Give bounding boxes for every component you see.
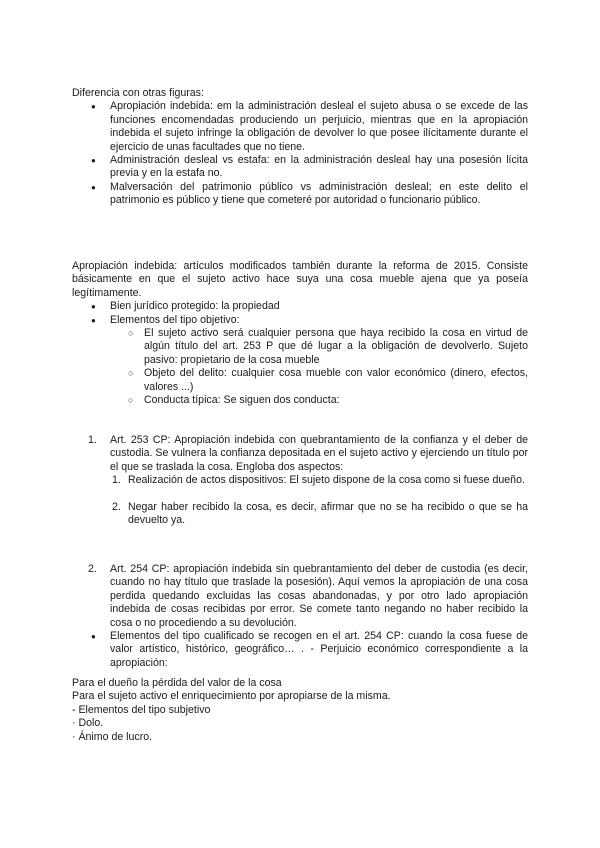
numbered-item bbox=[72, 434, 528, 474]
closing-lines bbox=[72, 677, 528, 744]
section-apropiacion bbox=[72, 260, 528, 407]
item-text: Art. 254 CP: apropiación indebida sin quebrantamiento del deber de custodia (es decir, cuando no hay título que traslade la posesión). Aquí vemos la apropiación de una cosa perdida quedando excluidas las cosas abandonadas, y por otro lado apropiación indebida de cosas recibidas por error. Se comete tanto negando no haber recibido la cosa o no procediendo a su devolución. bbox=[110, 563, 528, 629]
text-line: · Dolo. bbox=[72, 717, 104, 730]
list-item: ○ Objeto del delito: cualquier cosa mueble con valor económico (dinero, efectos, valores ...) bbox=[72, 367, 528, 394]
section-heading: Diferencia con otras figuras: bbox=[72, 87, 204, 99]
section-art-254 bbox=[72, 563, 528, 670]
list-item: ○ El sujeto activo será cualquier persona que haya recibido la cosa en virtud de algún título del art. 253 P que dé lugar a la obligación de devolverlo. Sujeto pasivo: propietario de la cosa mueble bbox=[72, 327, 528, 367]
text-line: Para el dueño la pérdida del valor de la cosa bbox=[72, 677, 282, 689]
item-text: Realización de actos dispositivos: El sujeto dispone de la cosa como si fuese dueño. bbox=[128, 474, 525, 487]
numbered-item bbox=[72, 563, 528, 630]
list-item: ● Apropiación indebida: em la administración desleal el sujeto abusa o se excede de las funciones encomendadas produciendo un perjuicio, mientras que en la apropiación indebida el sujeto infringe la obligación de devolver lo que posee ilícitamente durante el ejercicio de unas facultades que no tiene. bbox=[72, 100, 528, 154]
section-art-253 bbox=[72, 434, 528, 527]
bullet-list bbox=[72, 100, 528, 207]
text-line: Para el sujeto activo el enriquecimiento por apropiarse de la misma. bbox=[72, 690, 391, 703]
item-text: Art. 253 CP: Apropiación indebida con quebrantamiento de la confianza y el deber de custodia. Se vulnera la confianza depositada en el sujeto activo y ejerciendo un título por el que se traslada la cosa. Engloba dos aspectos: bbox=[110, 434, 528, 473]
list-item: ● Elementos del tipo objetivo: bbox=[72, 314, 528, 327]
numbered-subitem bbox=[72, 501, 528, 528]
text-line: · Ánimo de lucro. bbox=[72, 730, 153, 743]
intro-paragraph: Apropiación indebida: artículos modificados también durante la reforma de 2015. Consiste básicamente en que el sujeto activo hace suya una cosa mueble ajena que ya poseía legítimamente. bbox=[72, 260, 528, 299]
list-item: ● Malversación del patrimonio público vs administración desleal; en este delito el patrimonio es público y tiene que cometeré por autoridad o funcionario público. bbox=[72, 181, 528, 208]
item-number: 1. bbox=[88, 434, 97, 446]
numbered-subitem bbox=[72, 474, 528, 487]
section-differences bbox=[72, 87, 528, 208]
item-number: 2. bbox=[112, 500, 121, 513]
sub-bullet-list bbox=[72, 327, 528, 407]
bullet-list bbox=[72, 630, 528, 670]
list-item: ● Administración desleal vs estafa: en la administración desleal hay una posesión lícita previa y en la estafa no. bbox=[72, 154, 528, 181]
list-item: ● Elementos del tipo cualificado se recogen en el art. 254 CP: cuando la cosa fuese de valor artístico, histórico, geográfico… . - Perjuicio económico correspondiente a la apropiación: bbox=[72, 630, 528, 670]
list-item: ○ Conducta típica: Se siguen dos conducta: bbox=[72, 394, 528, 407]
item-number: 2. bbox=[88, 563, 97, 575]
bullet-list bbox=[72, 300, 528, 327]
item-text: Negar haber recibido la cosa, es decir, afirmar que no se ha recibido o que se ha devuelto ya. bbox=[128, 500, 528, 527]
item-number: 1. bbox=[112, 474, 121, 487]
text-line: - Elementos del tipo subjetivo bbox=[72, 703, 211, 716]
list-item: ● Bien jurídico protegido: la propiedad bbox=[72, 300, 528, 313]
